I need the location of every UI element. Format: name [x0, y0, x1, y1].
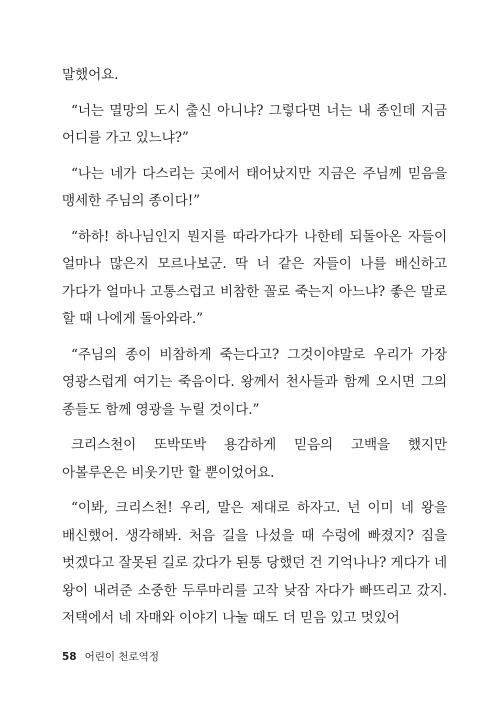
page-number: 58 — [62, 650, 77, 663]
paragraph: “이봐, 크리스천! 우리, 말은 제대로 하자고. 넌 이미 네 왕을 배신했어. 생각해봐. 처음 길을 나섰을 때 수렁에 빠졌지? 짐을 벗겠다고 잘못된 길로 갔다가 된통 당했던 건 기억나나? 게다가 네 왕이 내려준 소중한 두루마리를 고작 낮잠 자다가 빠뜨리고 갔지. 저택에서 네 자매와 이야기 나눌 때도 더 믿음 있고 멋있어 — [62, 500, 447, 626]
paragraph: “나는 네가 다스리는 곳에서 태어났지만 지금은 주님께 믿음을 맹세한 주님의 종이다!” — [62, 165, 447, 209]
paragraph: 크리스천이 또박또박 용감하게 믿음의 고백을 했지만 아볼루온은 비웃기만 할 뿐이었어요. — [62, 437, 447, 481]
page-footer — [62, 649, 159, 664]
paragraph: “주님의 종이 비참하게 죽는다고? 그것이야말로 우리가 가장 영광스럽게 여기는 죽음이다. 왕께서 천사들과 함께 오시면 그의 종들도 함께 영광을 누릴 것이다.” — [62, 346, 447, 418]
paragraph: “너는 멸망의 도시 출신 아니냐? 그렇다면 너는 내 종인데 지금 어디를 가고 있느냐?” — [62, 102, 447, 146]
paragraph: 말했어요. — [62, 67, 119, 83]
body-text — [62, 62, 447, 641]
paragraph: “하하! 하나님인지 뭔지를 따라가다가 나한테 되돌아온 자들이 얼마나 많은지 모르나보군. 딱 너 같은 자들이 나를 배신하고 가다가 얼마나 고통스럽고 비참한 꼴로 죽는지 아느냐? 좋은 말로 할 때 나에게 돌아와라.” — [62, 228, 447, 327]
running-title: 어린이 천로역정 — [84, 651, 159, 663]
